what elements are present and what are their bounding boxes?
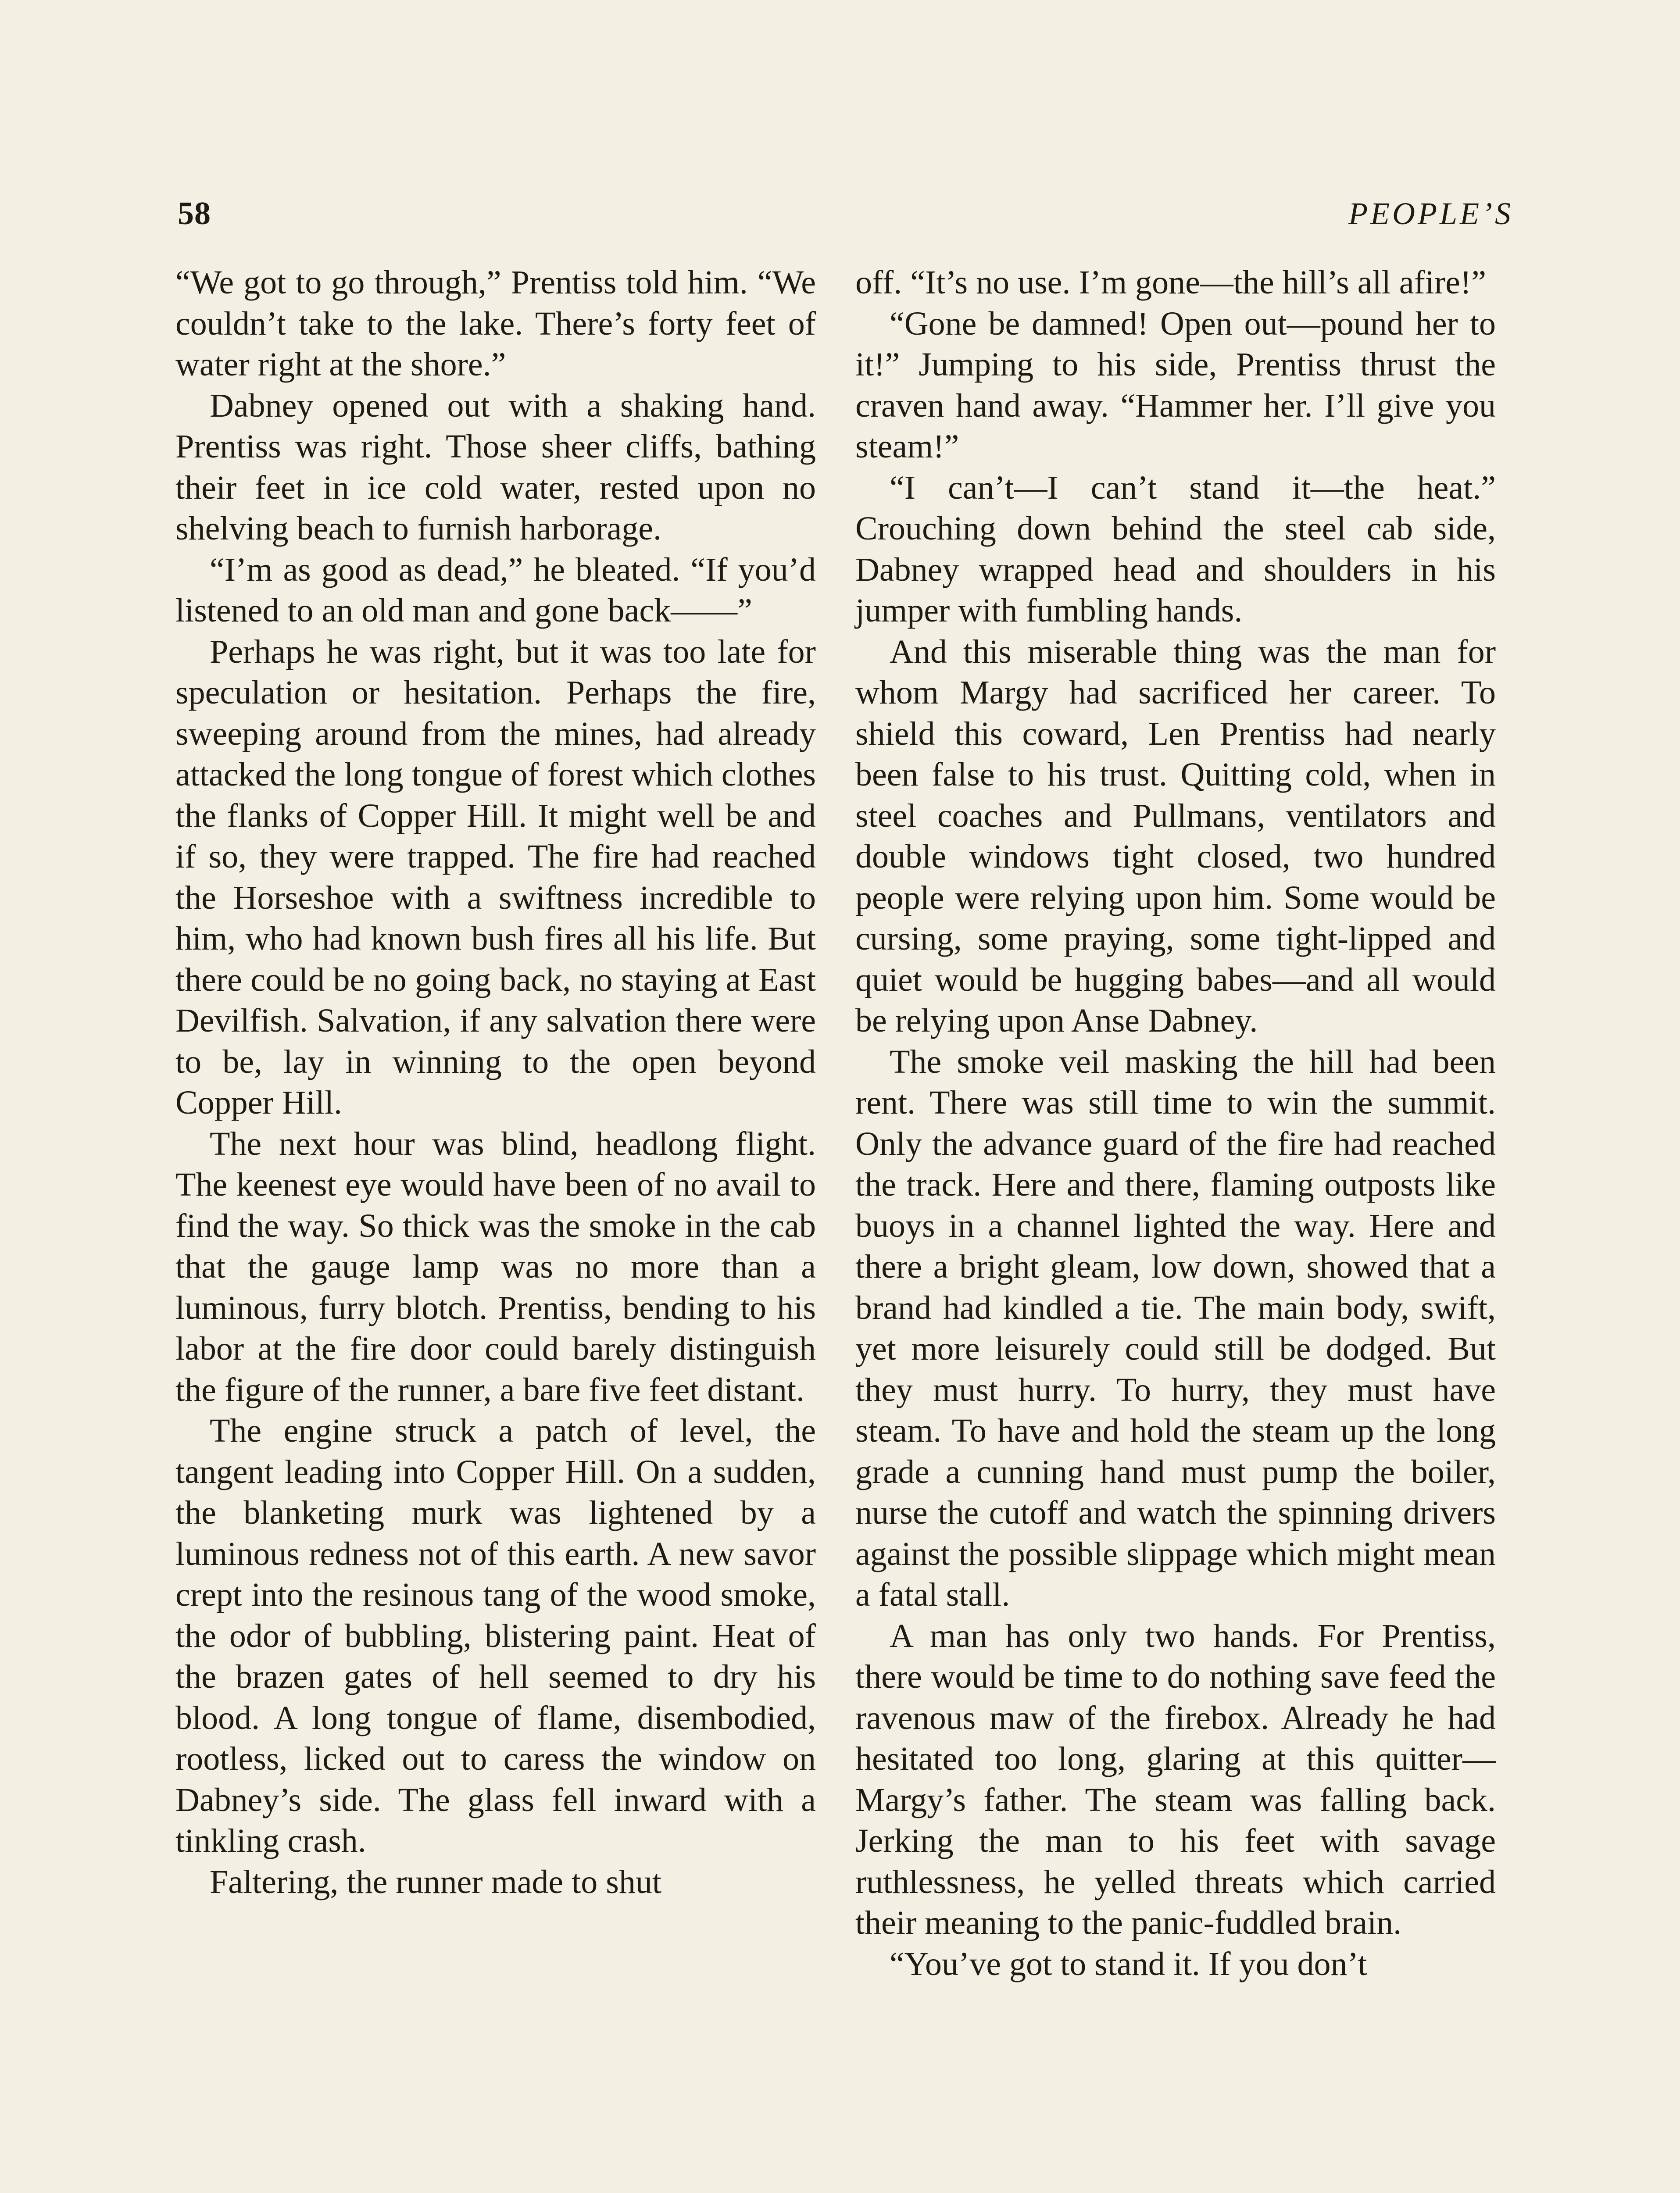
running-head [178,195,1513,243]
paragraph: The next hour was blind, headlong flight. The keenest eye would have been of no avail to find the way. So thick was the smoke in the cab that the gauge lamp was no more than a luminous, furry blotch. Prentiss, bending to his labor at the fire door could barely distinguish the figure of the runner, a bare five feet distant. [175,1125,816,1408]
paragraph: “We got to go through,” Prentiss told him. “We couldn’t take to the lake. There’s forty feet of water right at the shore.” [175,264,816,383]
paragraph: A man has only two hands. For Prentiss, there would be time to do nothing save feed the ravenous maw of the firebox. Already he had hesitated too long, glaring at this quitter—Margy’s father. The steam was falling back. Jerking the man to his feet with savage ruthlessness, he yelled threats which carried their meaning to the panic-fuddled brain. [855,1617,1496,1941]
page-number: 58 [178,196,211,232]
paragraph: Perhaps he was right, but it was too late for speculation or hesitation. Perhaps the fire, sweeping around from the mines, had already attacked the long tongue of forest which clothes the flanks of Copper Hill. It might well be and if so, they were trapped. The fire had reached the Horseshoe with a swiftness incredible to him, who had known bush fires all his life. But there could be no going back, no staying at East Devilfish. Salvation, if any salvation there were to be, lay in winning to the open beyond Copper Hill. [175,633,816,1121]
paragraph: The smoke veil masking the hill had been rent. There was still time to win the summit. Only the advance guard of the fire had reached the track. Here and there, flaming outposts like buoys in a channel lighted the way. Here and there a bright gleam, low down, showed that a brand had kindled a tie. The main body, swift, yet more leisurely could still be dodged. But they must hurry. To hurry, they must have steam. To have and hold the steam up the long grade a cunning hand must pump the boiler, nurse the cutoff and watch the spinning drivers against the possible slippage which might mean a fatal stall. [855,1043,1496,1613]
running-title: PEOPLE’S [1348,196,1513,231]
paragraph: Faltering, the runner made to shut [210,1863,661,1900]
paragraph: Dabney opened out with a shaking hand. Prentiss was right. Those sheer cliffs, bathing their feet in ice cold water, rested upon no shelving beach to furnish harborage. [175,387,816,547]
left-column [175,262,816,1903]
paragraph: And this miserable thing was the man for whom Margy had sacrificed her career. To shield this coward, Len Prentiss had nearly been false to his trust. Quitting cold, when in steel coaches and Pullmans, ventilators and double windows tight closed, two hundred people were relying upon him. Some would be cursing, some praying, some tight-lipped and quiet would be hugging babes—and all would be relying upon Anse Dabney. [855,633,1496,1039]
paragraph: “You’ve got to stand it. If you don’t [890,1945,1367,1982]
paragraph: “Gone be damned! Open out—pound her to it!” Jumping to his side, Prentiss thrust the craven hand away. “Hammer her. I’ll give you steam!” [855,305,1496,465]
paragraph: off. “It’s no use. I’m gone—the hill’s all afire!” [855,264,1486,301]
right-column [855,262,1496,1985]
paragraph: The engine struck a patch of level, the tangent leading into Copper Hill. On a sudden, the blanketing murk was lightened by a luminous redness not of this earth. A new savor crept into the resinous tang of the wood smoke, the odor of bubbling, blistering paint. Heat of the brazen gates of hell seemed to dry his blood. A long tongue of flame, disembodied, rootless, licked out to caress the window on Dabney’s side. The glass fell inward with a tinkling crash. [175,1412,816,1859]
paragraph: “I can’t—I can’t stand it—the heat.” Crouching down behind the steel cab side, Dabney wrapped head and shoulders in his jumper with fumbling hands. [855,469,1496,629]
paragraph: “I’m as good as dead,” he bleated. “If you’d listened to an old man and gone back——” [175,551,816,629]
